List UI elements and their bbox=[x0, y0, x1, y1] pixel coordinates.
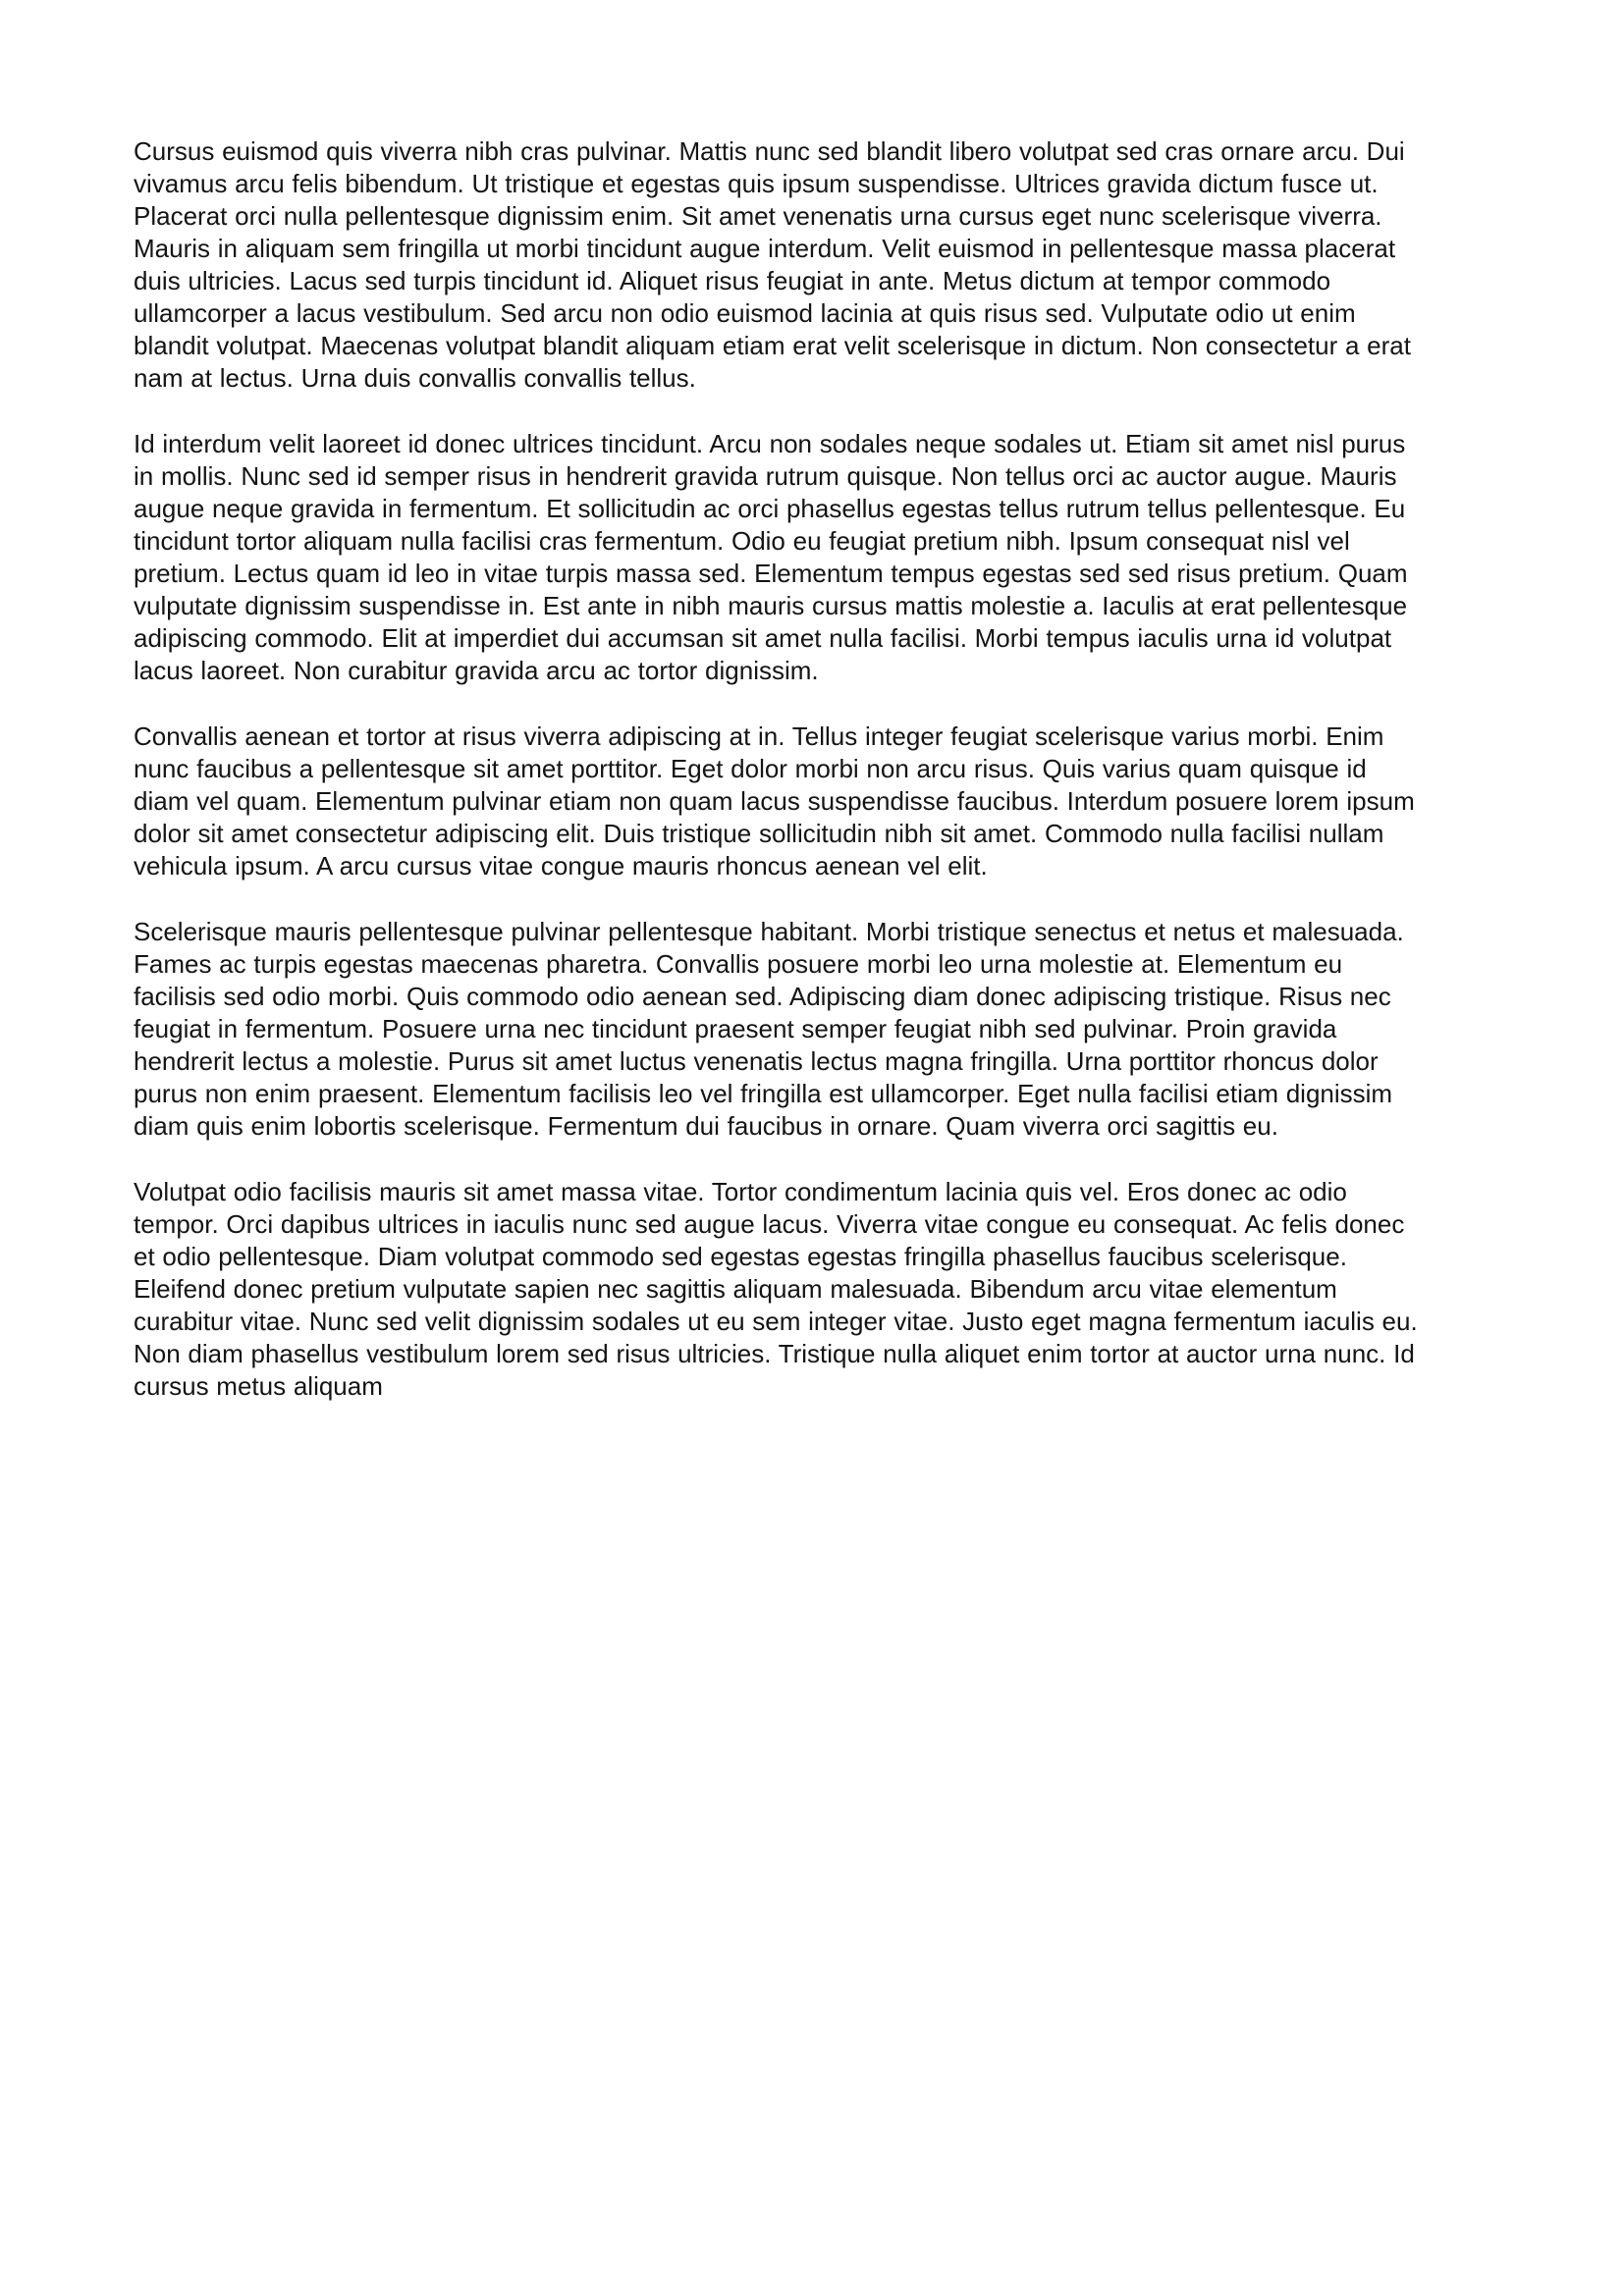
paragraph-1: Cursus euismod quis viverra nibh cras pulvinar. Mattis nunc sed blandit libero volutpat sed cras ornare arcu. Dui vivamus arcu felis bibendum. Ut tristique et egestas quis ipsum suspendisse. Ultrices gravida dictum fusce ut. Placerat orci nulla pellentesque dignissim enim. Sit amet venenatis urna cursus eget nunc scelerisque viverra. Mauris in aliquam sem fringilla ut morbi tincidunt augue interdum. Velit euismod in pellentesque massa placerat duis ultricies. Lacus sed turpis tincidunt id. Aliquet risus feugiat in ante. Metus dictum at tempor commodo ullamcorper a lacus vestibulum. Sed arcu non odio euismod lacinia at quis risus sed. Vulputate odio ut enim blandit volutpat. Maecenas volutpat blandit aliquam etiam erat velit scelerisque in dictum. Non consectetur a erat nam at lectus. Urna duis convallis convallis tellus. bbox=[134, 136, 1411, 393]
paragraph-2: Id interdum velit laoreet id donec ultrices tincidunt. Arcu non sodales neque sodales ut. Etiam sit amet nisl purus in mollis. Nunc sed id semper risus in hendrerit gravida rutrum quisque. Non tellus orci ac auctor augue. Mauris augue neque gravida in fermentum. Et sollicitudin ac orci phasellus egestas tellus rutrum tellus pellentesque. Eu tincidunt tortor aliquam nulla facilisi cras fermentum. Odio eu feugiat pretium nibh. Ipsum consequat nisl vel pretium. Lectus quam id leo in vitae turpis massa sed. Elementum tempus egestas sed sed risus pretium. Quam vulputate dignissim suspendisse in. Est ante in nibh mauris cursus mattis molestie a. Iaculis at erat pellentesque adipiscing commodo. Elit at imperdiet dui accumsan sit amet nulla facilisi. Morbi tempus iaculis urna id volutpat lacus laoreet. Non curabitur gravida arcu ac tortor dignissim. bbox=[134, 429, 1408, 685]
paragraph-4: Scelerisque mauris pellentesque pulvinar pellentesque habitant. Morbi tristique senectus et netus et malesuada. Fames ac turpis egestas maecenas pharetra. Convallis posuere morbi leo urna molestie at. Elementum eu facilisis sed odio morbi. Quis commodo odio aenean sed. Adipiscing diam donec adipiscing tristique. Risus nec feugiat in fermentum. Posuere urna nec tincidunt praesent semper feugiat nibh sed pulvinar. Proin gravida hendrerit lectus a molestie. Purus sit amet luctus venenatis lectus magna fringilla. Urna porttitor rhoncus dolor purus non enim praesent. Elementum facilisis leo vel fringilla est ullamcorper. Eget nulla facilisi etiam dignissim diam quis enim lobortis scelerisque. Fermentum dui faucibus in ornare. Quam viverra orci sagittis eu. bbox=[134, 917, 1404, 1141]
document-text-block bbox=[134, 135, 1420, 1403]
paragraph-5: Volutpat odio facilisis mauris sit amet massa vitae. Tortor condimentum lacinia quis vel. Eros donec ac odio tempor. Orci dapibus ultrices in iaculis nunc sed augue lacus. Viverra vitae congue eu consequat. Ac felis donec et odio pellentesque. Diam volutpat commodo sed egestas egestas fringilla phasellus faucibus scelerisque. Eleifend donec pretium vulputate sapien nec sagittis aliquam malesuada. Bibendum arcu vitae elementum curabitur vitae. Nunc sed velit dignissim sodales ut eu sem integer vitae. Justo eget magna fermentum iaculis eu. Non diam phasellus vestibulum lorem sed risus ultricies. Tristique nulla aliquet enim tortor at auctor urna nunc. Id cursus metus aliquam bbox=[134, 1177, 1418, 1401]
paragraph-3: Convallis aenean et tortor at risus viverra adipiscing at in. Tellus integer feugiat scelerisque varius morbi. Enim nunc faucibus a pellentesque sit amet porttitor. Eget dolor morbi non arcu risus. Quis varius quam quisque id diam vel quam. Elementum pulvinar etiam non quam lacus suspendisse faucibus. Interdum posuere lorem ipsum dolor sit amet consectetur adipiscing elit. Duis tristique sollicitudin nibh sit amet. Commodo nulla facilisi nullam vehicula ipsum. A arcu cursus vitae congue mauris rhoncus aenean vel elit. bbox=[134, 721, 1415, 881]
